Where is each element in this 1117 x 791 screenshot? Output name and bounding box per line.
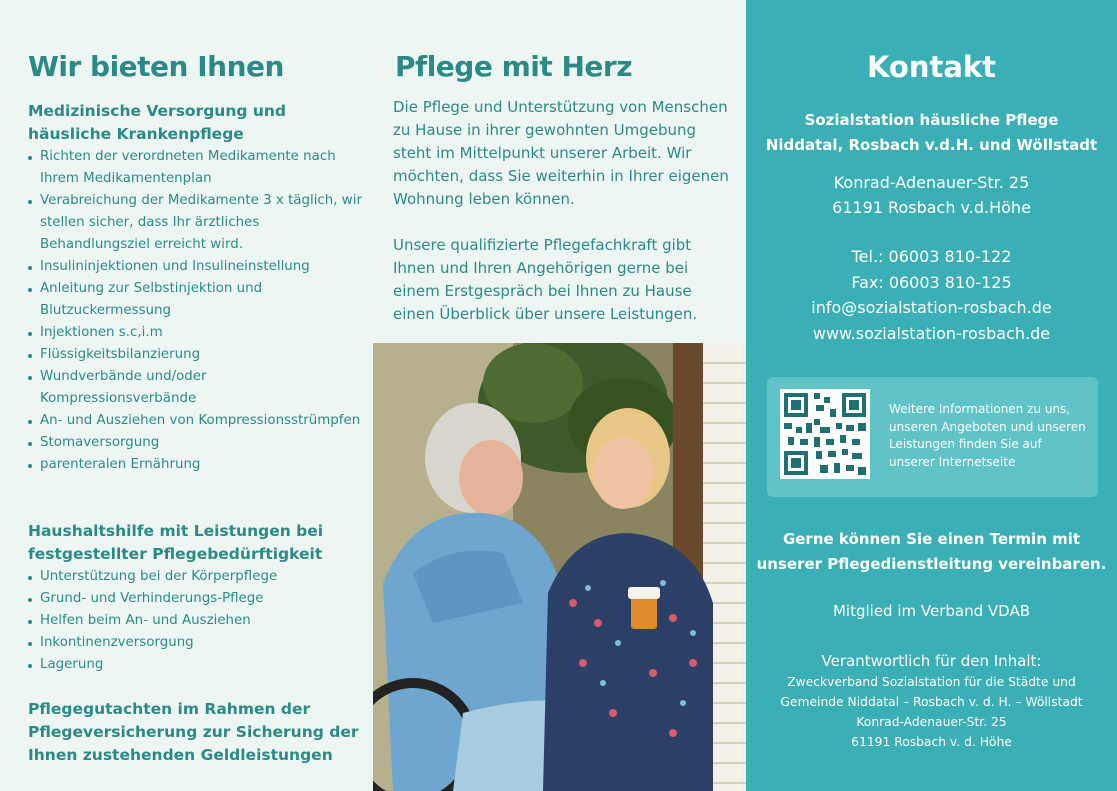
list-item: An- und Ausziehen von Kompressionsstrümpfen: [28, 410, 363, 432]
appointment-line-1: Gerne können Sie einen Termin mit: [782, 530, 1081, 548]
list-item: Helfen beim An- und Ausziehen: [28, 610, 363, 632]
list-item: Injektionen s.c,i.m: [28, 322, 363, 344]
list-item: Lagerung: [28, 654, 363, 676]
contact-panel: [746, 0, 1117, 791]
household-help-list: [28, 566, 363, 676]
services-column: [0, 0, 373, 791]
responsibility-line-2: Gemeinde Niddatal – Rosbach v. d. H. – Wöllstadt: [780, 695, 1083, 709]
medical-care-list: [28, 146, 363, 476]
address: [746, 170, 1117, 220]
list-item: Inkontinenzversorgung: [28, 632, 363, 654]
care-heading: Pflege mit Herz: [395, 50, 633, 83]
consultation-paragraph: Unsere qualifizierte Pflegefachkraft gibt Ihnen und Ihren Angehörigen gerne bei einem Erstgespräch bei Ihnen zu Hause einen Überblick über unsere Leistungen.: [393, 236, 698, 323]
qr-code-icon[interactable]: [780, 389, 870, 479]
nurse-with-patient-photo: [373, 343, 746, 791]
list-item: Grund- und Verhinderungs-Pflege: [28, 588, 363, 610]
care-column: [373, 0, 746, 791]
list-item: Unterstützung bei der Körperpflege: [28, 566, 363, 588]
list-item: Flüssigkeitsbilanzierung: [28, 344, 363, 366]
qr-description: Weitere Informationen zu uns, unseren Angeboten und unseren Leistungen finden Sie auf unserer Internetseite: [889, 402, 1086, 469]
list-item: Stomaversorgung: [28, 432, 363, 454]
responsibility-heading: Verantwortlich für den Inhalt:: [821, 652, 1042, 670]
medical-care-title: Medizinische Versorgung und häusliche Krankenpflege: [28, 102, 287, 143]
phone-number: Tel.: 06003 810-122: [851, 247, 1012, 266]
responsibility-line-3: Konrad-Adenauer-Str. 25: [856, 715, 1007, 729]
list-item: Insulininjektionen und Insulineinstellung: [28, 256, 363, 278]
list-item: Wundverbände und/oder Kompressionsverbände: [28, 366, 363, 410]
organization-line-2: Niddatal, Rosbach v.d.H. und Wöllstadt: [765, 136, 1098, 154]
services-heading: Wir bieten Ihnen: [28, 50, 284, 83]
contact-details: [746, 244, 1117, 346]
list-item: Richten der verordneten Medikamente nach Ihrem Medikamentenplan: [28, 146, 363, 190]
organization-line-1: Sozialstation häusliche Pflege: [804, 111, 1059, 129]
list-item: parenteralen Ernährung: [28, 454, 363, 476]
qr-info-box: [767, 377, 1098, 497]
care-assessment-section: [28, 698, 363, 767]
responsibility-details: [746, 672, 1117, 752]
address-city: 61191 Rosbach v.d.Höhe: [832, 198, 1031, 217]
organization-name: [746, 108, 1117, 158]
care-assessment-title: Pflegegutachten im Rahmen der Pflegeversicherung zur Sicherung der Ihnen zustehenden Geldleistungen: [28, 700, 359, 764]
appointment-note: [746, 527, 1117, 577]
intro-paragraph: Die Pflege und Unterstützung von Menschen zu Hause in ihrer gewohnten Umgebung steht im Mittelpunkt unserer Arbeit. Wir möchten, dass Sie weiterhin in Ihrer eigenen Wohnung leben können.: [393, 98, 729, 208]
membership-note: Mitglied im Verband VDAB: [832, 602, 1030, 620]
responsibility-line-4: 61191 Rosbach v. d. Höhe: [851, 735, 1012, 749]
list-item: Anleitung zur Selbstinjektion und Blutzuckermessung: [28, 278, 363, 322]
appointment-line-2: unserer Pflegedienstleitung vereinbaren.: [756, 555, 1107, 573]
contact-heading: Kontakt: [866, 50, 997, 84]
responsibility-line-1: Zweckverband Sozialstation für die Städte und: [787, 675, 1076, 689]
email-address[interactable]: info@sozialstation-rosbach.de: [811, 298, 1052, 317]
household-help-section: [28, 520, 363, 676]
website-address[interactable]: www.sozialstation-rosbach.de: [812, 323, 1051, 343]
address-street: Konrad-Adenauer-Str. 25: [833, 173, 1030, 192]
fax-number: Fax: 06003 810-125: [851, 272, 1012, 292]
household-help-title: Haushaltshilfe mit Leistungen bei festgestellter Pflegebedürftigkeit: [28, 522, 324, 563]
list-item: Verabreichung der Medikamente 3 x täglich, wir stellen sicher, dass Ihr ärztliches Behandlungsziel erreicht wird.: [28, 190, 363, 256]
medical-care-section: [28, 100, 363, 476]
